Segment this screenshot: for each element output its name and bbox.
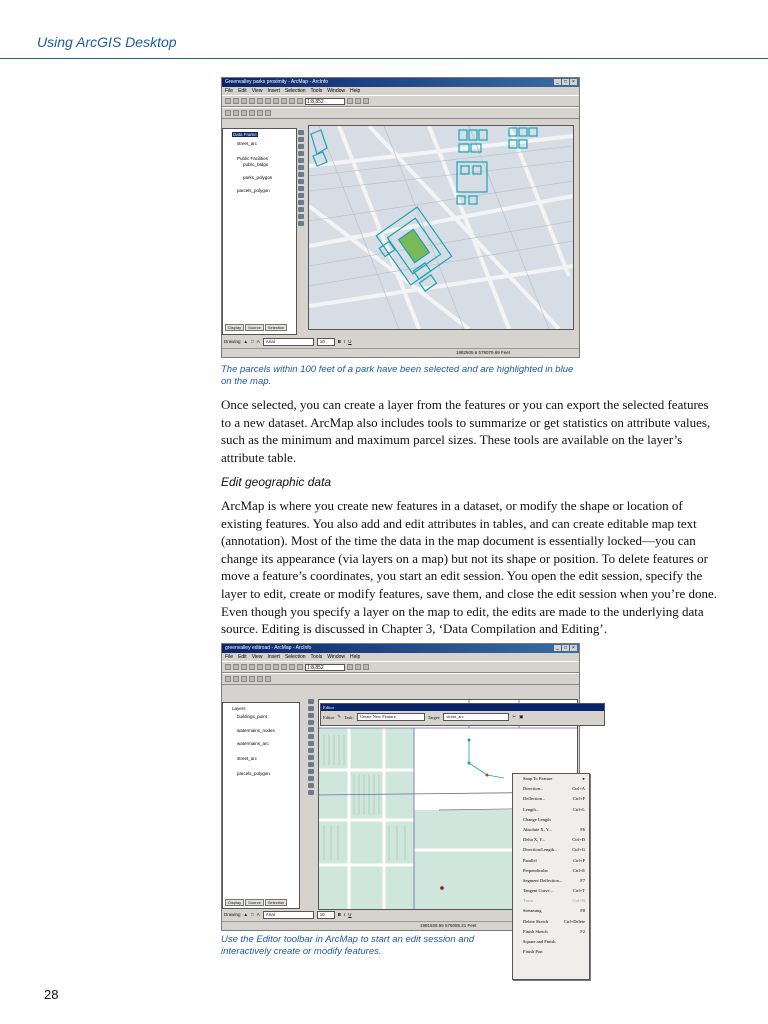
pointer-icon[interactable]: ▲ (243, 339, 248, 344)
figure1-titlebar (222, 78, 579, 87)
select-features-icon[interactable] (308, 755, 314, 760)
toc-layer[interactable]: parcels_polygon (237, 771, 270, 776)
menu-item-snap-to-feature[interactable]: Snap To Feature ▸ (523, 776, 585, 781)
menu-tools[interactable]: Tools (310, 654, 323, 660)
fixed-zoom-in-icon[interactable] (298, 144, 304, 149)
undo-icon[interactable] (289, 664, 295, 670)
figure1-table-of-contents (222, 128, 297, 335)
paste-icon[interactable] (273, 664, 279, 670)
fixed-zoom-out-icon[interactable] (308, 720, 314, 725)
find-icon[interactable] (298, 207, 304, 212)
editor-toolbar-icon[interactable] (347, 98, 353, 104)
menu-view[interactable]: View (251, 88, 263, 94)
arctoolbox-icon[interactable] (355, 664, 361, 670)
menu-item-finish-part[interactable]: Finish Part (523, 949, 543, 955)
maximize-icon[interactable]: □ (563, 645, 568, 651)
save-icon[interactable] (241, 98, 247, 104)
fixed-zoom-in-icon[interactable] (308, 713, 314, 718)
menu-item-square-and-finish[interactable]: Square and Finish (523, 939, 556, 944)
pan-icon[interactable] (298, 158, 304, 163)
add-data-icon[interactable] (297, 98, 303, 104)
sketch-context-menu (512, 773, 590, 980)
undo-icon[interactable] (289, 98, 295, 104)
editor-menu-button[interactable]: Editor (323, 714, 335, 720)
select-elements-icon[interactable] (308, 762, 314, 767)
figure2-menubar (222, 653, 579, 661)
menu-edit[interactable]: Edit (238, 88, 247, 94)
menu-item-finish-sketch[interactable]: Finish Sketch F2 (523, 928, 585, 934)
menu-file[interactable]: File (225, 654, 234, 660)
open-icon[interactable] (233, 664, 239, 670)
new-icon[interactable] (225, 664, 231, 670)
menu-item-streaming[interactable]: Streaming F8 (523, 908, 585, 914)
toc-layer[interactable]: watermains_nodes (237, 728, 275, 733)
header-rule (0, 58, 768, 59)
underline-icon[interactable]: U (348, 339, 352, 344)
menu-item-perpendicular[interactable]: Perpendicular Ctrl+E (523, 867, 585, 873)
figure1-layout-toolbar (222, 107, 579, 119)
scale-box[interactable]: 1:8,852 (305, 98, 345, 105)
toc-data-frame[interactable]: Data Frame (233, 132, 257, 137)
zoom-whole-icon[interactable] (249, 110, 255, 116)
new-icon[interactable] (225, 98, 231, 104)
target-select[interactable]: street_arc (443, 713, 509, 721)
toc-layer[interactable]: public_bldgs (243, 162, 269, 167)
italic-icon[interactable]: I (343, 339, 346, 344)
select-features-icon[interactable] (298, 186, 304, 191)
delete-icon[interactable] (281, 98, 287, 104)
identify-icon[interactable] (308, 769, 314, 774)
text-icon[interactable]: A (256, 912, 260, 917)
bold-icon[interactable]: B (337, 339, 341, 344)
task-label: Task: (344, 714, 354, 720)
figure1-caption: The parcels within 100 feet of a park have been selected and are highlighted in blue on the map. (221, 364, 574, 387)
editor-toolbar-title: Editor (321, 704, 604, 711)
full-extent-icon[interactable] (298, 165, 304, 170)
section-heading-edit-geographic-data: Edit geographic data (221, 475, 332, 489)
figure2-titlebar (222, 644, 579, 653)
menu-item-delete-sketch[interactable]: Delete Sketch Ctrl+Delete (523, 918, 585, 924)
select-elements-icon[interactable] (298, 193, 304, 198)
underline-icon[interactable]: U (348, 912, 352, 917)
editor-toolbar (320, 703, 605, 726)
coordinate-readout: 1981828.55 576085.21 Feet (420, 923, 477, 928)
identify-icon[interactable] (298, 200, 304, 205)
pointer-icon[interactable]: ▲ (243, 912, 248, 917)
toc-layer[interactable]: street_arc (237, 756, 258, 761)
pan-page-icon[interactable] (241, 110, 247, 116)
menu-item-parallel[interactable]: Parallel Ctrl+P (523, 857, 585, 863)
copy-icon[interactable] (265, 98, 271, 104)
task-select[interactable]: Create New Feature (357, 713, 425, 721)
tab-source[interactable]: Source (245, 324, 264, 331)
toc-layer[interactable]: parks_polygon (243, 175, 273, 180)
copy-icon[interactable] (265, 664, 271, 670)
print-icon[interactable] (249, 664, 255, 670)
maximize-icon[interactable]: □ (563, 79, 568, 85)
figure1-map-graphic (309, 126, 573, 329)
target-label: Target: (427, 714, 441, 720)
font-size-select[interactable]: 10 (317, 911, 335, 919)
toc-layer[interactable]: parcels_polygon (237, 188, 270, 193)
zoom-whole-icon[interactable] (249, 676, 255, 682)
zoom-page-icon[interactable] (225, 110, 231, 116)
zoom-out-page-icon[interactable] (233, 110, 239, 116)
hyperlink-icon[interactable] (298, 221, 304, 226)
toc-layer[interactable]: buildings_point (237, 714, 268, 719)
editor-toolbar-icon[interactable] (347, 664, 353, 670)
bold-icon[interactable]: B (337, 912, 341, 917)
drawing-menu[interactable]: Drawing (224, 339, 241, 344)
figure1-screenshot (221, 77, 580, 358)
tab-selection[interactable]: Selection (265, 899, 287, 906)
figure1-tools-toolbar (296, 130, 306, 226)
menu-insert[interactable]: Insert (267, 88, 280, 94)
menu-help[interactable]: Help (350, 88, 361, 94)
text-icon[interactable]: A (256, 339, 260, 344)
zoom-100-icon[interactable] (257, 676, 263, 682)
measure-icon[interactable] (298, 214, 304, 219)
italic-icon[interactable]: I (343, 912, 346, 917)
tab-source[interactable]: Source (245, 899, 264, 906)
paragraph-edit-sessions: ArcMap is where you create new features in a dataset, or modify the shape or location of existing features. You also add and edit attributes in tables, and can create editable map text (annotation). Most of the time the data in the map document is essentially locked—you can change its appearance (via layers on a map) but not its shape or position. To delete features or move a feature’s coordinates, you start an edit session. You open the edit session, specify the layer to edit, create or modify features, save them, and close the edit session when you’re done. Even though you specify a layer on the map to edit, the edits are made to the underlying data source. Editing is discussed in Chapter 3, ‘Data Compilation and Editing’. (221, 498, 717, 637)
menu-item-change-length[interactable]: Change Length (523, 816, 551, 822)
figure1-status-bar (222, 348, 579, 356)
figure1-standard-toolbar (222, 95, 579, 107)
help-icon[interactable] (363, 664, 369, 670)
find-icon[interactable] (308, 776, 314, 781)
menu-file[interactable]: File (225, 88, 234, 94)
toc-layer[interactable]: street_arc (237, 141, 258, 146)
add-data-icon[interactable] (297, 664, 303, 670)
toc-layer[interactable]: watermains_arc (237, 741, 269, 746)
menu-edit[interactable]: Edit (238, 654, 247, 660)
page-number: 28 (44, 987, 59, 1002)
help-icon[interactable] (363, 98, 369, 104)
forward-icon[interactable] (298, 179, 304, 184)
menu-item-delta-xy[interactable]: Delta X, Y... Ctrl+D (523, 837, 585, 843)
zoom-out-icon[interactable] (298, 137, 304, 142)
figure2-layout-toolbar (222, 673, 579, 685)
tab-display[interactable]: Display (225, 899, 244, 906)
cut-icon[interactable] (257, 98, 263, 104)
menu-item-trace: Trace Ctrl+R (523, 898, 585, 904)
menu-selection[interactable]: Selection (284, 88, 306, 94)
close-icon[interactable]: × (570, 645, 577, 651)
font-select[interactable]: Arial (263, 911, 314, 919)
pan-icon[interactable] (308, 727, 314, 732)
menu-selection[interactable]: Selection (284, 654, 306, 660)
arctoolbox-icon[interactable] (355, 98, 361, 104)
split-tool-icon[interactable]: ✂ (512, 714, 517, 719)
menu-item-absolute-xy[interactable]: Absolute X, Y... F6 (523, 826, 585, 832)
figure2-tools-toolbar (306, 699, 316, 795)
open-icon[interactable] (233, 98, 239, 104)
menu-item-segment-deflection[interactable]: Segment Deflection... F7 (523, 877, 585, 883)
menu-tools[interactable]: Tools (310, 88, 323, 94)
menu-help[interactable]: Help (350, 654, 361, 660)
rectangle-icon[interactable]: □ (250, 339, 254, 344)
zoom-in-icon[interactable] (298, 130, 304, 135)
figure1-window-title: Greenvalley parks proximity - ArcMap - ArcInfo (225, 79, 329, 85)
toc-group[interactable]: Public Facilities (237, 156, 269, 161)
toc-data-frame[interactable]: Layers (232, 706, 246, 711)
figure1-draw-toolbar (222, 337, 580, 346)
paste-icon[interactable] (273, 98, 279, 104)
fixed-zoom-icon[interactable] (265, 110, 271, 116)
figure1-map-view[interactable] (308, 125, 574, 330)
paragraph-selected-features: Once selected, you can create a layer from the features or you can export the selected features to a new dataset. ArcMap also includes tools to summarize or get statistics on attribute values, such as the minimum and maximum parcel sizes. These tools are available on the layer’s attribute table. (221, 397, 711, 465)
back-icon[interactable] (308, 741, 314, 746)
pan-page-icon[interactable] (241, 676, 247, 682)
toc-tabs (225, 899, 287, 906)
menu-view[interactable]: View (251, 654, 263, 660)
zoom-in-icon[interactable] (308, 699, 314, 704)
delete-icon[interactable] (281, 664, 287, 670)
tab-display[interactable]: Display (225, 324, 244, 331)
attributes-icon[interactable]: ▣ (519, 714, 524, 719)
cut-icon[interactable] (257, 664, 263, 670)
scale-box[interactable]: 1:8,852 (305, 664, 345, 671)
zoom-page-icon[interactable] (225, 676, 231, 682)
toc-tabs (225, 324, 287, 331)
figure2-standard-toolbar (222, 661, 579, 673)
figure2-caption: Use the Editor toolbar in ArcMap to start an edit session and interactively create or modify features. (221, 934, 475, 957)
zoom-100-icon[interactable] (257, 110, 263, 116)
minimize-icon[interactable]: _ (554, 645, 561, 651)
forward-icon[interactable] (308, 748, 314, 753)
rectangle-icon[interactable]: □ (250, 912, 254, 917)
measure-icon[interactable] (308, 783, 314, 788)
menu-insert[interactable]: Insert (267, 654, 280, 660)
zoom-out-page-icon[interactable] (233, 676, 239, 682)
menu-item-direction-length[interactable]: Direction/Length... Ctrl+G (523, 847, 585, 853)
hyperlink-icon[interactable] (308, 790, 314, 795)
menu-item-length[interactable]: Length... Ctrl+L (523, 806, 585, 812)
figure2-table-of-contents (222, 702, 300, 909)
menu-item-deflection[interactable]: Deflection... Ctrl+F (523, 796, 585, 802)
running-header: Using ArcGIS Desktop (37, 34, 177, 50)
save-icon[interactable] (241, 664, 247, 670)
figure1-menubar (222, 87, 579, 95)
full-extent-icon[interactable] (308, 734, 314, 739)
sketch-tool-icon[interactable]: ✎ (337, 714, 342, 719)
print-icon[interactable] (249, 98, 255, 104)
minimize-icon[interactable]: _ (554, 79, 561, 85)
font-size-select[interactable]: 10 (317, 338, 335, 346)
zoom-out-icon[interactable] (308, 706, 314, 711)
font-select[interactable]: Arial (263, 338, 314, 346)
fixed-zoom-out-icon[interactable] (298, 151, 304, 156)
menu-item-tangent-curve[interactable]: Tangent Curve... Ctrl+T (523, 888, 585, 894)
fixed-zoom-icon[interactable] (265, 676, 271, 682)
back-icon[interactable] (298, 172, 304, 177)
menu-window[interactable]: Window (327, 654, 346, 660)
drawing-menu[interactable]: Drawing (224, 912, 241, 917)
coordinate-readout: 1982505.6 579079.69 Feet (456, 350, 511, 355)
menu-item-direction[interactable]: Direction... Ctrl+A (523, 786, 585, 792)
tab-selection[interactable]: Selection (265, 324, 287, 331)
menu-window[interactable]: Window (327, 88, 346, 94)
close-icon[interactable]: × (570, 79, 577, 85)
figure2-window-title: greenvalley editroad - ArcMap - ArcInfo (225, 645, 312, 651)
